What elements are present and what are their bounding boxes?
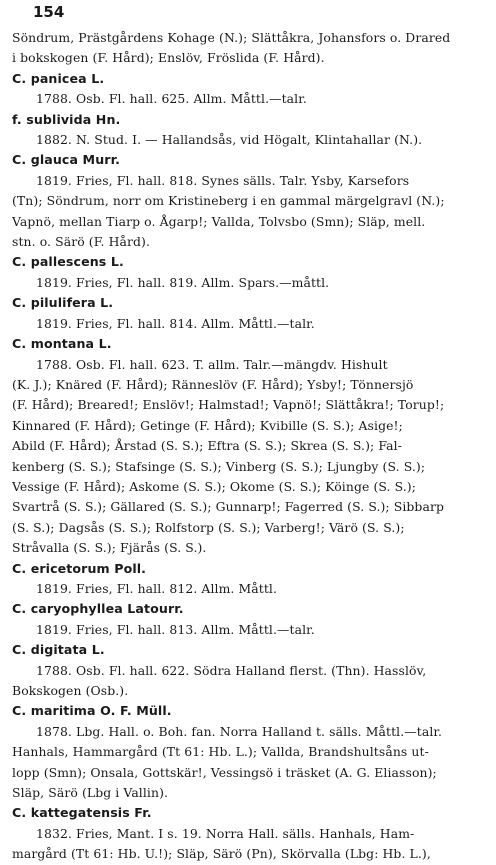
text-line: i bokskogen (F. Hård); Enslöv, Fröslida (F. Hård). xyxy=(12,50,325,66)
record-line: 1819. Fries, Fl. hall. 818. Synes sälls. Talr. Ysby, Karsefors xyxy=(36,172,410,188)
text-line: stn. o. Särö (F. Hård). xyxy=(12,234,151,250)
genus-abbrev: C. xyxy=(12,560,27,576)
genus-abbrev: C. xyxy=(12,805,27,821)
genus-abbrev: C. xyxy=(12,254,27,270)
species-name: digitata L. xyxy=(26,642,105,658)
species-heading xyxy=(12,110,488,130)
record-line: 1832. Fries, Mant. I s. 19. Norra Hall. sälls. Hanhals, Ham- xyxy=(36,825,415,841)
species-heading xyxy=(12,293,488,313)
species-list xyxy=(12,28,488,865)
text-line: (K. J.); Knäred (F. Hård); Ränneslöv (F. Hård); Ysby!; Tönnersjö xyxy=(12,376,414,392)
species-name: kattegatensis Fr. xyxy=(26,805,152,821)
genus-abbrev: C. xyxy=(12,642,27,658)
text-line: lopp (Smn); Onsala, Gottskär!, Vessingsö i träsket (A. G. Eliasson); xyxy=(12,764,437,780)
record-line: 1819. Fries, Fl. hall. 819. Allm. Spars.—måttl. xyxy=(36,274,330,290)
species-heading xyxy=(12,252,488,272)
species-name: maritima O. F. Müll. xyxy=(26,703,172,719)
record-line: 1788. Osb. Fl. hall. 625. Allm. Måttl.—talr. xyxy=(36,91,307,107)
genus-abbrev: C. xyxy=(12,703,27,719)
text-line: kenberg (S. S.); Stafsinge (S. S.); Vinberg (S. S.); Ljungby (S. S.); xyxy=(12,458,426,474)
text-line: Stråvalla (S. S.); Fjärås (S. S.). xyxy=(12,540,207,556)
text-line: (S. S.); Dagsås (S. S.); Rolfstorp (S. S.); Varberg!; Värö (S. S.); xyxy=(12,519,405,535)
species-heading xyxy=(12,701,488,721)
species-name: ericetorum Poll. xyxy=(26,560,147,576)
genus-abbrev: C. xyxy=(12,152,27,168)
text-line: Bokskogen (Osb.). xyxy=(12,683,129,698)
text-line: Svartrå (S. S.); Gällared (S. S.); Gunnarp!; Fagerred (S. S.); Sibbarp xyxy=(12,499,445,515)
species-heading xyxy=(12,69,488,89)
text-line: Abild (F. Hård); Årstad (S. S.); Eftra (S. S.); Skrea (S. S.); Fal- xyxy=(12,438,403,454)
text-line: Vessige (F. Hård); Askome (S. S.); Okome (S. S.); Köinge (S. S.); xyxy=(12,478,416,494)
species-heading xyxy=(12,559,488,579)
genus-abbrev: C. xyxy=(12,70,27,86)
species-name: pilulifera L. xyxy=(26,295,114,311)
species-heading xyxy=(12,599,488,619)
record-line: 1819. Fries, Fl. hall. 813. Allm. Måttl.—talr. xyxy=(36,621,315,637)
text-line: (F. Hård); Breared!; Enslöv!; Halmstad!; Vapnö!; Slättåkra!; Torup!; xyxy=(12,397,445,413)
text-line: Kinnared (F. Hård); Getinge (F. Hård); Kvibille (S. S.); Asige!; xyxy=(12,417,403,433)
text-line: (Tn); Söndrum, norr om Kristineberg i en gammal märgelgravl (N.); xyxy=(12,193,445,209)
genus-abbrev: C. xyxy=(12,601,27,617)
genus-abbrev: C. xyxy=(12,295,27,311)
text-line: margård (Tt 61: Hb. U.!); Släp, Särö (Pn), Skörvalla (Lbg: Hb. L.), xyxy=(12,846,431,862)
species-heading xyxy=(12,640,488,660)
species-heading xyxy=(12,334,488,354)
record-line: 1819. Fries, Fl. hall. 812. Allm. Måttl. xyxy=(36,580,278,596)
record-line: 1878. Lbg. Hall. o. Boh. fan. Norra Halland t. sälls. Måttl.—talr. xyxy=(36,723,443,739)
species-name: caryophyllea Latourr. xyxy=(26,601,184,617)
species-name: panicea L. xyxy=(26,70,105,86)
record-line: 1788. Osb. Fl. hall. 623. T. allm. Talr.—mängdv. Hishult xyxy=(36,356,388,372)
species-name: sublivida Hn. xyxy=(21,111,121,127)
text-line: Släp, Särö (Lbg i Vallin). xyxy=(12,785,169,801)
genus-abbrev: f. xyxy=(12,111,22,127)
text-line: Hanhals, Hammargård (Tt 61: Hb. L.); Vallda, Brandshultsåns ut- xyxy=(12,744,429,760)
species-name: montana L. xyxy=(26,336,112,352)
page-number: 154 xyxy=(33,3,65,21)
species-name: pallescens L. xyxy=(26,254,124,270)
text-line: Vapnö, mellan Tiarp o. Ågarp!; Vallda, Tolvsbo (Smn); Släp, mell. xyxy=(12,213,426,229)
text-line: Söndrum, Prästgårdens Kohage (N.); Slättåkra, Johansfors o. Drared xyxy=(12,30,451,45)
record-line: 1788. Osb. Fl. hall. 622. Södra Halland flerst. (Thn). Hasslöv, xyxy=(36,662,427,678)
species-name: glauca Murr. xyxy=(26,152,120,168)
genus-abbrev: C. xyxy=(12,336,27,352)
species-heading xyxy=(12,150,488,170)
record-line: 1819. Fries, Fl. hall. 814. Allm. Måttl.—talr. xyxy=(36,315,315,331)
record-line: 1882. N. Stud. I. — Hallandsås, vid Högalt, Klintahallar (N.). xyxy=(36,132,423,148)
